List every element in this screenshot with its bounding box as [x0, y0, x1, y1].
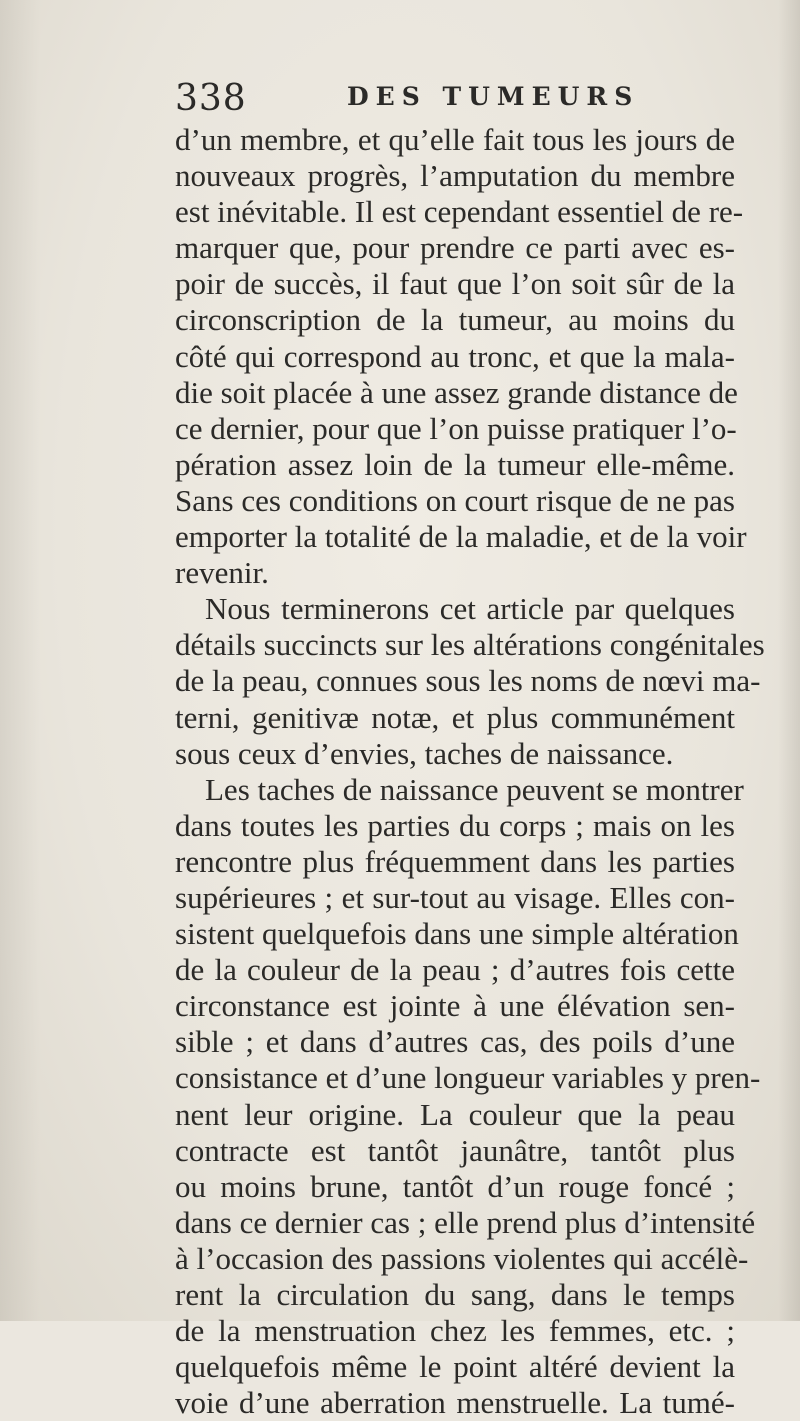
text-line: rencontre plus fréquemment dans les parties	[175, 843, 735, 879]
text-line: quelquefois même le point altéré devient la	[175, 1349, 735, 1385]
text-line: circonscription de la tumeur, au moins du	[175, 302, 735, 338]
text-line: sible ; et dans d’autres cas, des poils d’une	[175, 1024, 735, 1060]
text-line: à l’occasion des passions violentes qui accélè-	[175, 1240, 749, 1276]
body-text	[175, 122, 765, 1421]
text-line: Sans ces conditions on court risque de ne pas	[175, 482, 735, 518]
text-line: côté qui correspond au tronc, et que la mala-	[175, 338, 735, 374]
text-line: rent la circulation du sang, dans le temps	[175, 1277, 735, 1312]
text-line: die soit placée à une assez grande distance de	[175, 374, 738, 410]
text-line: d’un membre, et qu’elle fait tous les jours de	[175, 122, 735, 157]
text-line: terni, genitivæ notæ, et plus communément	[175, 699, 735, 735]
text-line: pération assez loin de la tumeur elle-même.	[175, 446, 735, 482]
text-line: circonstance est jointe à une élévation sen-	[175, 988, 735, 1024]
paragraph-start-line: Nous terminerons cet article par quelques	[205, 591, 735, 627]
page-header	[175, 78, 735, 122]
text-line: nouveaux progrès, l’amputation du membre	[175, 158, 735, 194]
text-line: dans ce dernier cas ; elle prend plus d’intensité	[175, 1204, 756, 1240]
text-line: poir de succès, il faut que l’on soit sûr de la	[175, 266, 735, 302]
page-number: 338	[175, 78, 247, 119]
paragraph-end-line: revenir.	[175, 555, 269, 591]
paragraph-end-line: sous ceux d’envies, taches de naissance.	[175, 735, 674, 771]
text-line: emporter la totalité de la maladie, et de la voir	[175, 519, 747, 555]
page-edge-shadow	[778, 0, 800, 1321]
text-line: détails succincts sur les altérations congénitales	[175, 627, 765, 663]
running-title: DES TUMEURS	[347, 82, 640, 111]
paragraph-start-line: Les taches de naissance peuvent se montrer	[205, 771, 744, 807]
text-line: contracte est tantôt jaunâtre, tantôt plus	[175, 1132, 735, 1168]
text-line: sistent quelquefois dans une simple altération	[175, 916, 739, 952]
text-line: de la menstruation chez les femmes, etc. ;	[175, 1313, 735, 1349]
text-line: dans toutes les parties du corps ; mais on les	[175, 807, 735, 843]
text-line: ou moins brune, tantôt d’un rouge foncé ;	[175, 1168, 735, 1204]
text-line: voie d’une aberration menstruelle. La tumé-	[175, 1385, 735, 1421]
text-line: de la peau, connues sous les noms de nœvi ma-	[175, 663, 761, 699]
text-line: de la couleur de la peau ; d’autres fois cette	[175, 952, 735, 988]
text-line: nent leur origine. La couleur que la peau	[175, 1096, 735, 1132]
text-line: ce dernier, pour que l’on puisse pratiquer l’o-	[175, 410, 737, 446]
text-line: consistance et d’une longueur variables y pren-	[175, 1060, 761, 1096]
binding-shadow	[0, 0, 40, 1321]
text-line: est inévitable. Il est cependant essentiel de re-	[175, 194, 744, 230]
text-line: supérieures ; et sur-tout au visage. Elles con-	[175, 879, 735, 915]
text-line: marquer que, pour prendre ce parti avec es-	[175, 230, 735, 266]
